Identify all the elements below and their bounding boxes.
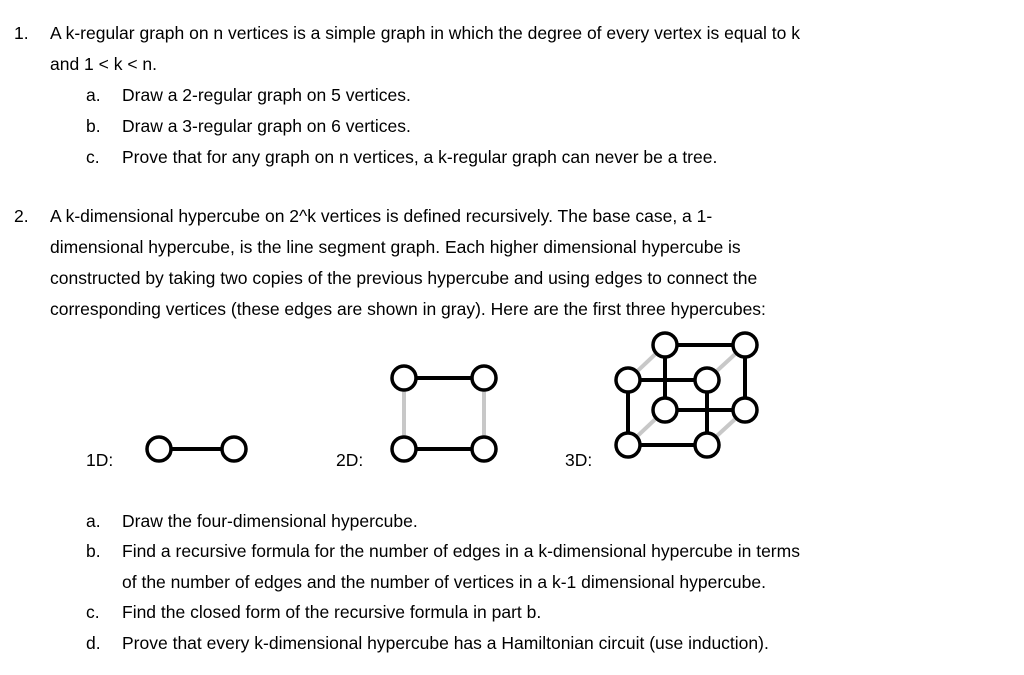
q1a-text: Draw a 2-regular graph on 5 vertices. — [122, 85, 411, 105]
q2-text: A k-dimensional hypercube on 2^k vertices is defined recursively. The base case, a 1- — [50, 206, 713, 226]
q1c-label: c. — [86, 147, 100, 167]
q1a-label: a. — [86, 85, 101, 105]
q2c-label: c. — [86, 602, 100, 622]
q2-text: dimensional hypercube, is the line segment graph. Each higher dimensional hypercube is — [50, 237, 741, 257]
figure-3d-label: 3D: — [565, 450, 593, 470]
q2-text: constructed by taking two copies of the previous hypercube and using edges to connect the — [50, 268, 758, 288]
q2d-label: d. — [86, 633, 101, 653]
q2c-text: Find the closed form of the recursive formula in part b. — [122, 602, 542, 622]
q1b-label: b. — [86, 116, 101, 136]
q1b-text: Draw a 3-regular graph on 6 vertices. — [122, 116, 411, 136]
q2b-text: Find a recursive formula for the number of edges in a k-dimensional hypercube in terms — [122, 541, 800, 561]
q2-text: corresponding vertices (these edges are shown in gray). Here are the first three hypercubes: — [50, 299, 766, 319]
q2b-label: b. — [86, 541, 101, 561]
q2a-label: a. — [86, 511, 101, 531]
q1-number: 1. — [14, 23, 29, 43]
q2a-text: Draw the four-dimensional hypercube. — [122, 511, 418, 531]
q2-number: 2. — [14, 206, 29, 226]
q1-text: and 1 < k < n. — [50, 54, 158, 74]
figure-2d-label: 2D: — [336, 450, 364, 470]
q1-text: A k-regular graph on n vertices is a simple graph in which the degree of every vertex is equal to k — [50, 23, 800, 43]
q2b-text-cont: of the number of edges and the number of vertices in a k-1 dimensional hypercube. — [122, 572, 766, 592]
figure-1d-label: 1D: — [86, 450, 114, 470]
q1c-text: Prove that for any graph on n vertices, a k-regular graph can never be a tree. — [122, 147, 718, 167]
q2d-text: Prove that every k-dimensional hypercube has a Hamiltonian circuit (use induction). — [122, 633, 769, 653]
